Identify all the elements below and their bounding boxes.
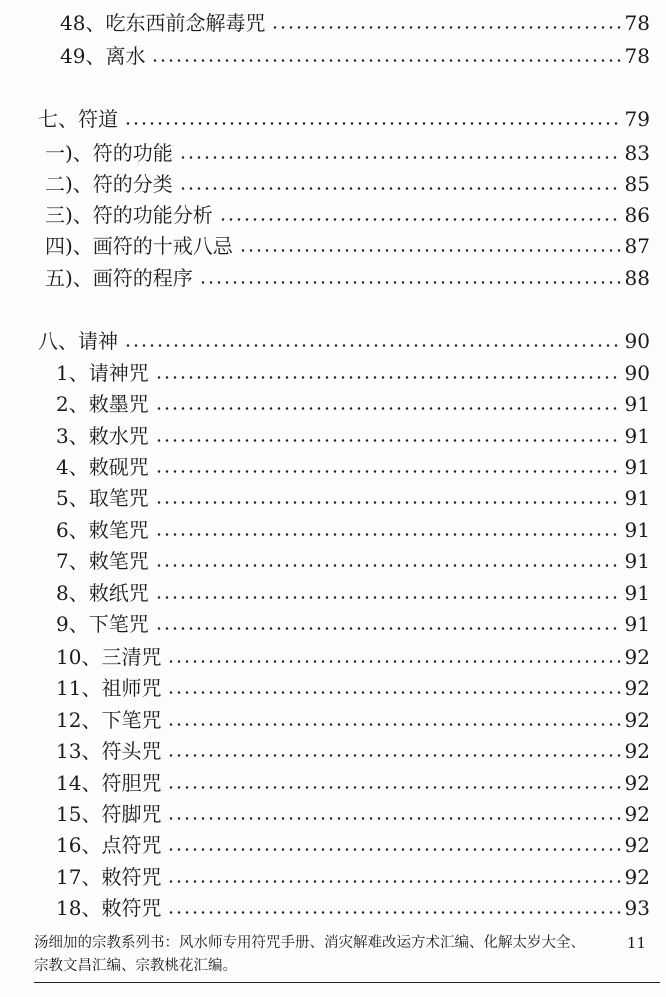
toc-entry — [56, 861, 650, 893]
toc-entry-title: 48、吃东西前念解毒咒 — [60, 11, 266, 35]
toc-entry-title: 8、敕纸咒 — [56, 581, 149, 605]
toc-entry-title: 2、敕墨咒 — [56, 392, 149, 416]
toc-entry-page: 92 — [624, 708, 650, 732]
toc-entry — [56, 704, 650, 736]
toc-entry-title: 11、祖师咒 — [56, 676, 162, 700]
toc-leader-dots — [167, 817, 620, 820]
toc-entry-title: 5、取笔咒 — [56, 486, 149, 510]
toc-entry-page: 85 — [624, 172, 650, 196]
toc-entry-title: 49、离水 — [60, 44, 146, 68]
toc-entry — [45, 199, 650, 231]
toc-leader-dots — [179, 187, 621, 190]
toc-entry — [56, 388, 650, 420]
toc-entry-title: 一)、符的功能 — [45, 141, 173, 165]
toc-entry-title: 五)、画符的程序 — [45, 266, 193, 290]
toc-entry-title: 三)、符的功能分析 — [45, 203, 213, 227]
toc-entry-page: 79 — [624, 107, 650, 131]
toc-entry-title: 4、敕砚咒 — [56, 455, 149, 479]
toc-entry — [56, 767, 650, 799]
toc-entry — [45, 137, 650, 169]
toc-entry-page: 90 — [624, 329, 650, 353]
toc-leader-dots — [124, 344, 621, 347]
toc-entry-page: 91 — [624, 486, 650, 510]
toc-entry — [56, 672, 650, 704]
toc-leader-dots — [155, 470, 621, 473]
toc-entry-page: 93 — [624, 896, 650, 920]
toc-entry — [38, 325, 650, 357]
toc-entry-title: 12、下笔咒 — [56, 708, 162, 732]
toc-leader-dots — [155, 407, 621, 410]
toc-entry — [56, 357, 650, 389]
toc-leader-dots — [167, 848, 620, 851]
toc-entry — [45, 230, 650, 262]
toc-entry-page: 92 — [624, 833, 650, 857]
toc-entry — [60, 40, 650, 72]
toc-entry — [45, 168, 650, 200]
toc-entry-page: 92 — [624, 802, 650, 826]
toc-entry-title: 10、三清咒 — [56, 645, 162, 669]
toc-leader-dots — [239, 249, 621, 252]
toc-entry — [56, 892, 650, 924]
toc-leader-dots — [155, 439, 621, 442]
toc-entry-title: 1、请神咒 — [56, 361, 149, 385]
toc-leader-dots — [167, 660, 620, 663]
toc-leader-dots — [124, 122, 621, 125]
toc-entry — [38, 103, 650, 135]
toc-entry-title: 3、敕水咒 — [56, 424, 149, 448]
toc-entry-page: 83 — [624, 141, 650, 165]
toc-entry-page: 92 — [624, 865, 650, 889]
toc-entry-title: 二)、符的分类 — [45, 172, 173, 196]
toc-entry-title: 七、符道 — [38, 107, 118, 131]
toc-entry-title: 15、符脚咒 — [56, 802, 162, 826]
toc-entry-title: 17、敕符咒 — [56, 865, 162, 889]
toc-entry-page: 91 — [624, 392, 650, 416]
toc-entry-page: 91 — [624, 581, 650, 605]
toc-entry-page: 91 — [624, 424, 650, 448]
toc-leader-dots — [155, 627, 621, 630]
toc-entry-page: 91 — [624, 549, 650, 573]
footer-text: 汤细加的宗教系列书：风水师专用符咒手册、消灾解难改运方术汇编、化解太岁大全、宗教文昌汇编、宗教桃花汇编。 — [34, 935, 585, 974]
toc-entry-title: 9、下笔咒 — [56, 612, 149, 636]
page-footer — [34, 932, 654, 978]
toc-entry-page: 88 — [624, 266, 650, 290]
toc-entry-title: 7、敕笔咒 — [56, 549, 149, 573]
toc-entry-title: 16、点符咒 — [56, 833, 162, 857]
toc-entry — [56, 482, 650, 514]
toc-leader-dots — [151, 59, 620, 62]
toc-entry-page: 92 — [624, 739, 650, 763]
toc-entry — [56, 420, 650, 452]
toc-leader-dots — [167, 911, 620, 914]
toc-entry-page: 91 — [624, 455, 650, 479]
toc-entry-page: 92 — [624, 676, 650, 700]
toc-entry — [56, 451, 650, 483]
toc-entry-page: 90 — [624, 361, 650, 385]
toc-leader-dots — [219, 218, 621, 221]
toc-leader-dots — [155, 376, 621, 379]
toc-leader-dots — [155, 564, 621, 567]
toc-entry-title: 13、符头咒 — [56, 739, 162, 763]
toc-leader-dots — [179, 156, 621, 159]
toc-entry — [56, 545, 650, 577]
toc-leader-dots — [271, 26, 620, 29]
toc-entry-page: 92 — [624, 645, 650, 669]
toc-entry — [60, 7, 650, 39]
toc-leader-dots — [167, 786, 620, 789]
toc-entry-title: 四)、画符的十戒八忌 — [45, 234, 233, 258]
toc-leader-dots — [155, 533, 621, 536]
toc-entry-page: 78 — [624, 44, 650, 68]
toc-leader-dots — [155, 501, 621, 504]
toc-entry-title: 14、符胆咒 — [56, 771, 162, 795]
toc-entry — [56, 735, 650, 767]
toc-entry — [56, 798, 650, 830]
footer-rule — [34, 982, 660, 983]
toc-leader-dots — [167, 880, 620, 883]
toc-entry-title: 6、敕笔咒 — [56, 518, 149, 542]
toc-entry-title: 18、敕符咒 — [56, 896, 162, 920]
toc-entry-page: 92 — [624, 771, 650, 795]
toc-entry-page: 91 — [624, 518, 650, 542]
toc-entry-page: 86 — [624, 203, 650, 227]
toc-leader-dots — [199, 281, 621, 284]
toc-entry-page: 87 — [624, 234, 650, 258]
toc-entry — [56, 577, 650, 609]
toc-entry — [45, 262, 650, 294]
page-number: 11 — [626, 934, 646, 952]
toc-entry — [56, 514, 650, 546]
toc-entry — [56, 608, 650, 640]
toc-leader-dots — [167, 691, 620, 694]
toc-entry — [56, 641, 650, 673]
toc-entry-page: 91 — [624, 612, 650, 636]
toc-entry — [56, 829, 650, 861]
toc-entry-page: 78 — [624, 11, 650, 35]
toc-leader-dots — [155, 596, 621, 599]
toc-leader-dots — [167, 754, 620, 757]
toc-leader-dots — [167, 723, 620, 726]
toc-entry-title: 八、请神 — [38, 329, 118, 353]
